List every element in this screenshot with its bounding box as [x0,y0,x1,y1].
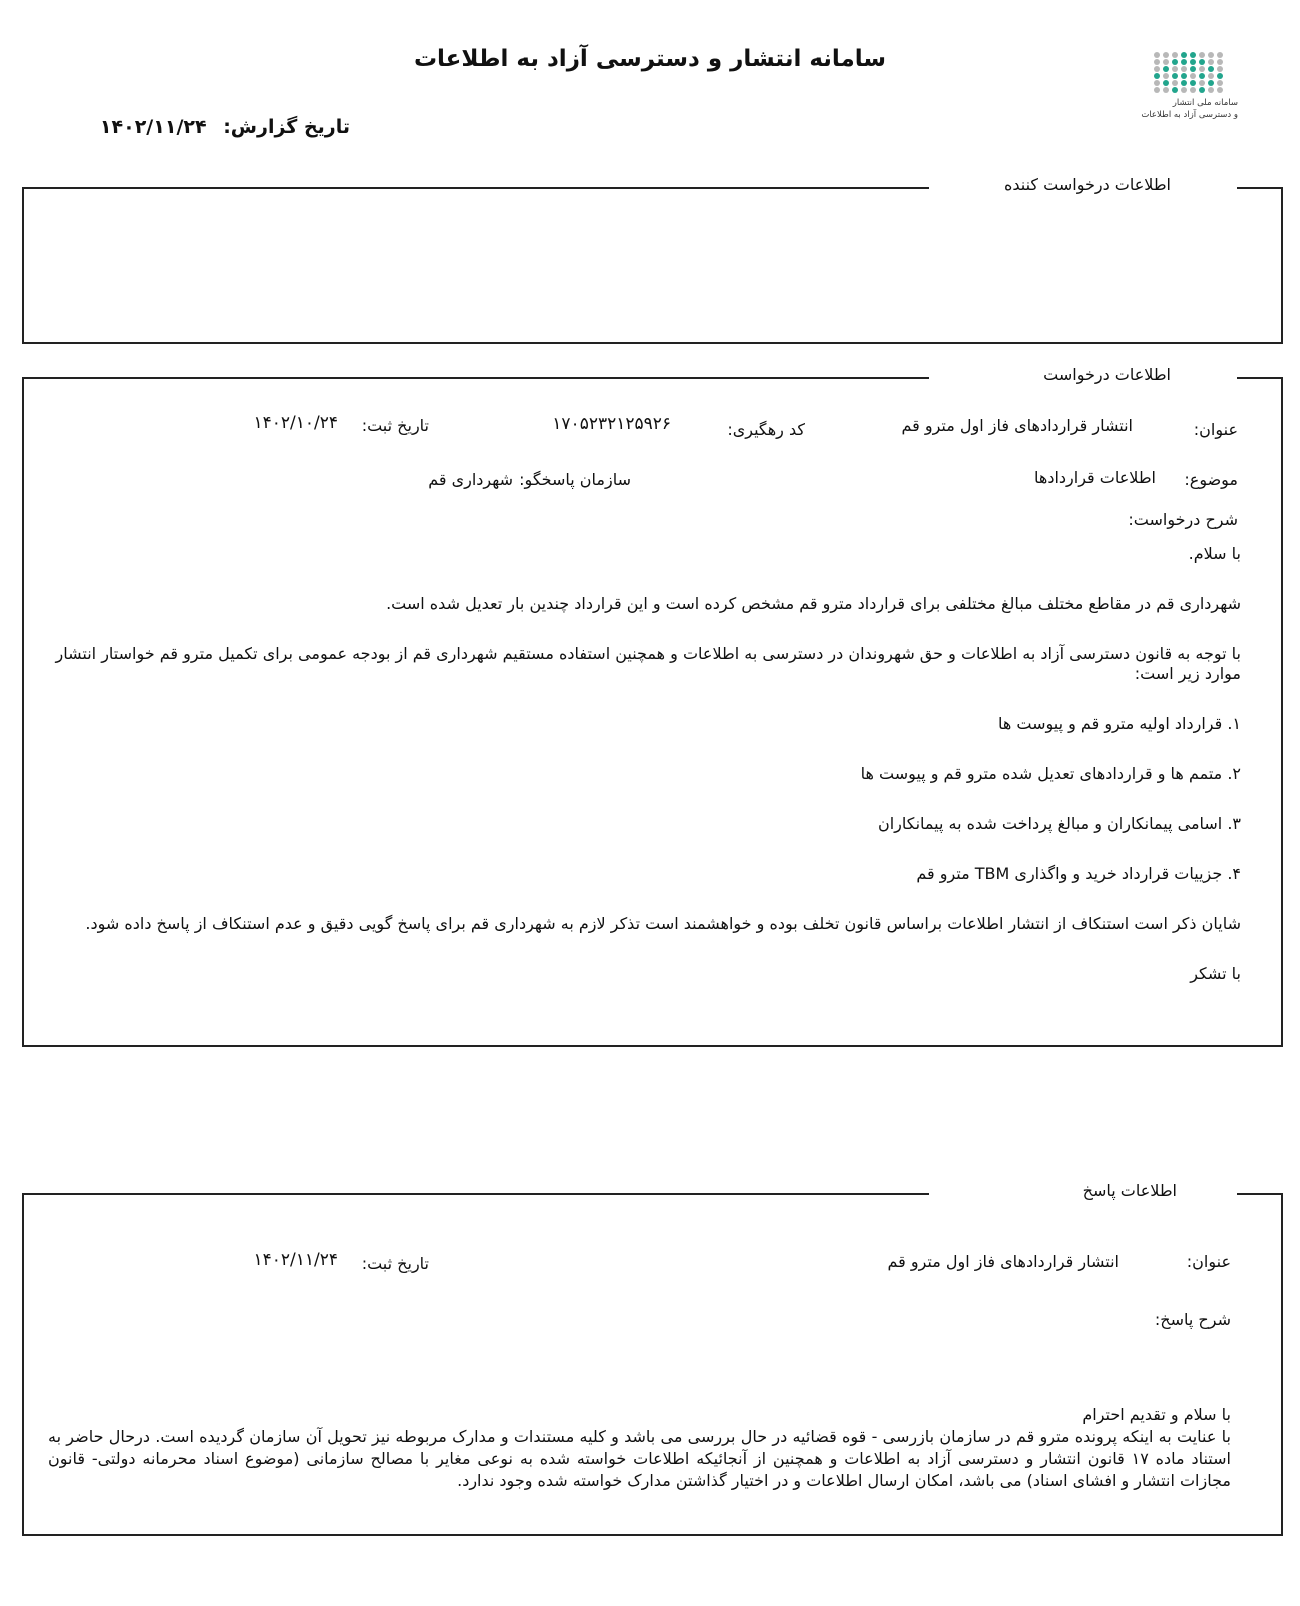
request-paragraph: شهرداری قم در مقاطع مختلف مبالغ مختلفی برای قرارداد مترو قم مشخص کرده است و این قرارداد چندین بار تعدیل شده است. [386,594,1241,613]
request-description-label: شرح درخواست: [1128,510,1238,529]
tracking-code-label: کد رهگیری: [727,420,805,439]
response-section [22,1181,1283,1536]
request-paragraph: با تشکر [1190,964,1241,983]
responding-org-label: سازمان پاسخگو: [519,470,631,489]
request-title-value: انتشار قراردادهای فاز اول مترو قم [901,416,1133,435]
request-description-body [54,544,1241,1014]
report-date [100,116,350,138]
logo-dots-icon [1154,52,1238,93]
request-reg-date-value: ۱۴۰۲/۱۰/۲۴ [253,413,338,433]
page-title: سامانه انتشار و دسترسی آزاد به اطلاعات [413,46,887,72]
subject-value: اطلاعات قراردادها [1034,468,1156,487]
request-heading: اطلاعات درخواست [1043,365,1171,384]
response-paragraph: با عنایت به اینکه پرونده مترو قم در سازمان بازرسی - قوه قضائیه در حال بررسی می باشد و کلیه مستندات و مدارک مربوطه نیز تحویل آن سازمان گردیده است. درحال حاضر به استناد ماده ۱۷ قانون انتشار و دسترسی آزاد به اطلاعات و همچنین از آنجائیکه اطلاعات خواسته شده به نوعی مغایر با مصالح سازمانی (موضوع اسناد محرمانه دولتی- قانون مجازات انتشار و افشای اسناد) می باشد، امکان ارسال اطلاعات و در اختیار گذاشتن مدارک خواسته شده وجود ندارد. [48,1427,1231,1490]
request-paragraph: ۳. اسامی پیمانکاران و مبالغ پرداخت شده به پیمانکاران [877,814,1241,833]
response-heading: اطلاعات پاسخ [1082,1181,1177,1200]
requester-section [22,175,1283,344]
system-logo [1126,52,1238,121]
tracking-code-value: ۱۷۰۵۲۳۲۱۲۵۹۲۶ [552,414,671,434]
requester-heading: اطلاعات درخواست کننده [1003,175,1171,194]
report-date-value: ۱۴۰۲/۱۱/۲۴ [99,116,207,138]
response-title-value: انتشار قراردادهای فاز اول مترو قم [887,1252,1119,1271]
report-date-label: تاریخ گزارش: [223,116,350,138]
response-reg-date-value: ۱۴۰۲/۱۱/۲۴ [253,1250,338,1270]
response-description-label: شرح پاسخ: [1154,1310,1231,1329]
request-paragraph: شایان ذکر است استنکاف از انتشار اطلاعات براساس قانون تخلف بوده و خواهشمند است تذکر لازم به شهرداری قم برای پاسخ گویی دقیق و عدم استنکاف از پاسخ داده شود. [85,914,1241,933]
request-paragraph: ۲. متمم ها و قراردادهای تعدیل شده مترو قم و پیوست ها [860,764,1241,783]
request-section [22,365,1283,1047]
request-paragraph: ۴. جزییات قرارداد خرید و واگذاری TBM مترو قم [916,864,1241,883]
logo-text: سامانه ملی انتشار و دسترسی آزاد به اطلاعات [1141,98,1238,120]
subject-label: موضوع: [1184,470,1238,489]
response-reg-date-label: تاریخ ثبت: [361,1254,429,1273]
responding-org-value: شهرداری قم [428,470,513,489]
request-title-label: عنوان: [1193,420,1238,439]
response-paragraph: با سلام و تقدیم احترام [1082,1405,1231,1424]
request-paragraph: با توجه به قانون دسترسی آزاد به اطلاعات و حق شهروندان در دسترسی به اطلاعات و همچنین استفاده مستقیم شهرداری قم از بودجه عمومی برای تکمیل مترو قم خواستار انتشار موارد زیر است: [55,644,1241,683]
request-paragraph: ۱. قرارداد اولیه مترو قم و پیوست ها [997,714,1241,733]
request-reg-date-label: تاریخ ثبت: [361,416,429,435]
response-title-label: عنوان: [1186,1252,1231,1271]
response-description-body [48,1404,1231,1492]
request-paragraph: با سلام. [1188,544,1241,563]
